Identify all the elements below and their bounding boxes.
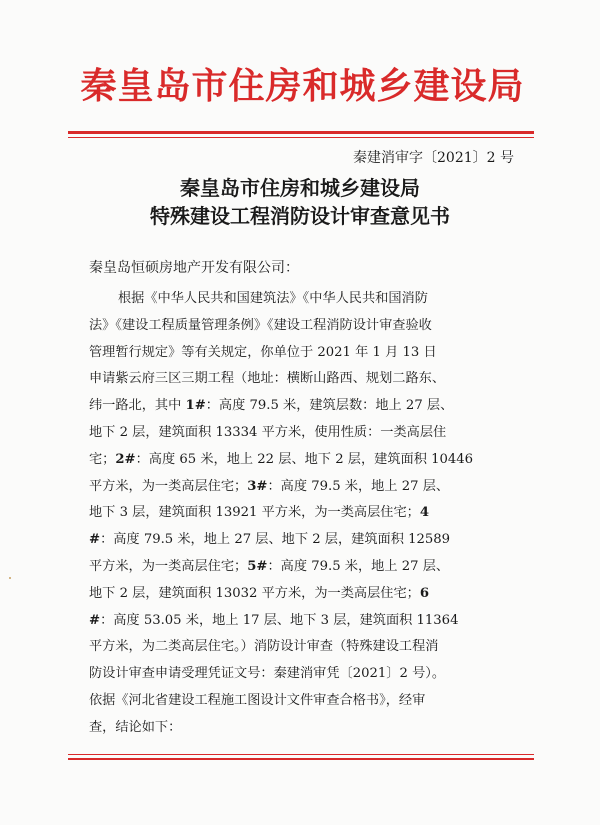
- body-line: 地下 3 层，建筑面积 13921 平方米，为一类高层住宅；4: [89, 505, 430, 521]
- body-line: 地下 2 层，建筑面积 13032 平方米，为一类高层住宅；6: [89, 585, 430, 601]
- footer-rule-thick: [68, 758, 534, 760]
- document-title-line1: 秦皇岛市住房和城乡建设局: [180, 176, 420, 200]
- document-number: 秦建消审字〔2021〕2 号: [353, 150, 514, 166]
- document-title-line2: 特殊建设工程消防设计审查意见书: [150, 204, 450, 228]
- body-line: 查，结论如下：: [89, 719, 182, 735]
- body-line: 法》《建设工程质量管理条例》《建设工程消防设计审查验收: [89, 317, 432, 333]
- body-line: 平方米，为一类高层住宅；5#：高度 79.5 米，地上 27 层、: [89, 558, 450, 574]
- body-line: #：高度 53.05 米，地上 17 层、地下 3 层，建筑面积 11364: [89, 612, 459, 628]
- body-line: 地下 2 层，建筑面积 13334 平方米，使用性质：一类高层住: [89, 424, 447, 440]
- scan-speck: [9, 577, 11, 579]
- recipient-line: 秦皇岛恒硕房地产开发有限公司：: [89, 260, 299, 276]
- body-line: 防设计审查申请受理凭证文号：秦建消审凭〔2021〕2 号）。: [89, 666, 446, 682]
- letterhead-rule-thin: [68, 137, 534, 138]
- body-line: 宅；2#：高度 65 米，地上 22 层、地下 2 层，建筑面积 10446: [89, 451, 474, 467]
- body-line: 管理暂行规定》等有关规定，你单位于 2021 年 1 月 13 日: [89, 344, 437, 360]
- body-line: 申请紫云府三区三期工程（地址：横断山路西、规划二路东、: [89, 371, 446, 387]
- body-line: 平方米，为二类高层住宅。）消防设计审查（特殊建设工程消: [89, 639, 439, 655]
- body-line: #：高度 79.5 米，地上 27 层、地下 2 层，建筑面积 12589: [89, 532, 451, 548]
- letterhead-rule-thick: [68, 131, 534, 134]
- body-line: 平方米，为一类高层住宅；3#：高度 79.5 米，地上 27 层、: [89, 478, 450, 494]
- body-line: 纬一路北，其中 1#：高度 79.5 米，建筑层数：地上 27 层、: [89, 398, 454, 414]
- body-line: 根据《中华人民共和国建筑法》《中华人民共和国消防: [118, 291, 428, 306]
- body-line: 依据《河北省建设工程施工图设计文件审查合格书》，经审: [89, 692, 426, 708]
- letterhead-title: 秦皇岛市住房和城乡建设局: [80, 66, 525, 107]
- body-text: [89, 286, 529, 742]
- footer-rule-thin: [68, 754, 534, 755]
